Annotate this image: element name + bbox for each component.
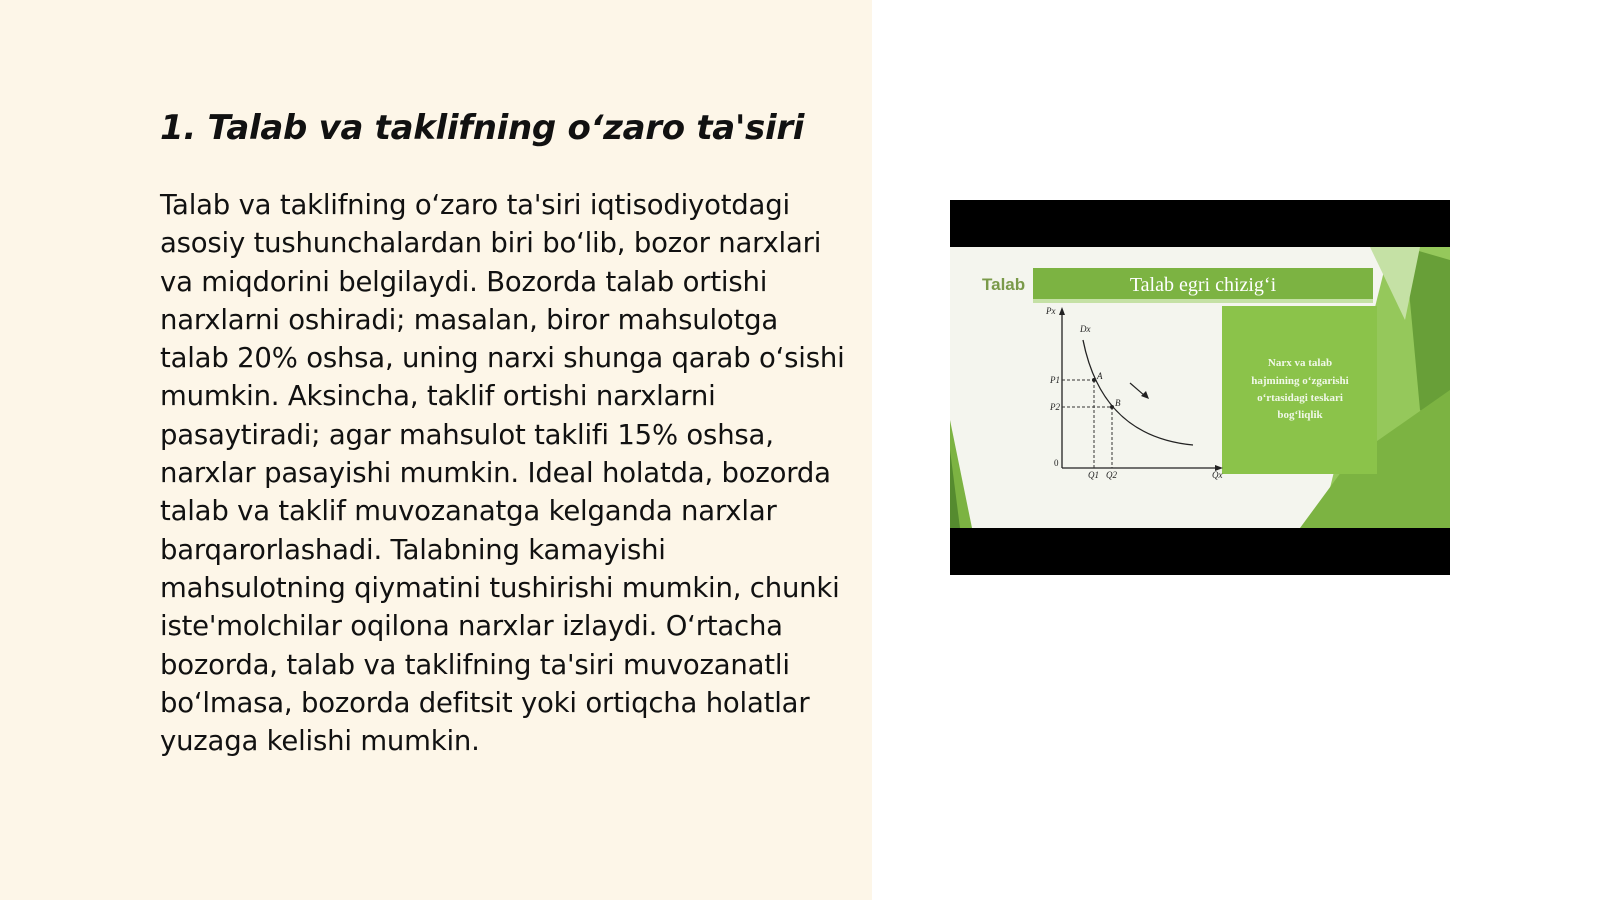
q2-label: Q2 <box>1106 470 1117 480</box>
x-axis-label: Qx <box>1212 470 1223 480</box>
curve-label: Dx <box>1080 324 1091 334</box>
demand-curve-image <box>950 200 1450 575</box>
side-label: Talab <box>982 275 1026 294</box>
note-line-3: o‘rtasidagi teskari <box>1257 392 1343 404</box>
banner-title: Talab egri chizig‘i <box>1129 274 1277 296</box>
point-b-label: B <box>1115 398 1121 408</box>
demand-curve-slide-svg <box>950 200 1450 575</box>
origin-label: 0 <box>1054 458 1059 468</box>
q1-label: Q1 <box>1088 470 1099 480</box>
title-banner-underline <box>1033 299 1373 303</box>
point-b-dot <box>1110 405 1114 409</box>
note-line-1: Narx va talab <box>1267 357 1333 369</box>
slide-title: 1. Talab va taklifning o‘zaro ta'siri <box>160 108 805 148</box>
note-line-2: hajmining o‘zgarishi <box>1251 375 1349 387</box>
p2-label: P2 <box>1050 402 1060 412</box>
slide-body-text: Talab va taklifning o‘zaro ta'siri iqtisodiyotdagi asosiy tushunchalardan biri bo‘lib, bozor narxlari va miqdorini belgilaydi. Bozorda talab ortishi narxlarni oshiradi; masalan, biror mahsulotga talab 20% oshsa, uning narxi shunga qarab o‘sishi mumkin. Aksincha, taklif ortishi narxlarni pasaytiradi; agar mahsulot taklifi 15% oshsa, narxlar pasayishi mumkin. Ideal holatda, bozorda talab va taklif muvozanatga kelganda narxlar barqarorlashadi. Talabning kamayishi mahsulotning qiymatini tushirishi mumkin, chunki iste'molchilar oqilona narxlar izlaydi. O‘rtacha bozorda, talab va taklifning ta'siri muvozanatli bo‘lmasa, bozorda defitsit yoki ortiqcha holatlar yuzaga kelishi mumkin. <box>160 189 845 758</box>
point-a-label: A <box>1097 371 1103 381</box>
note-line-4: bog‘liqlik <box>1277 409 1323 421</box>
point-a-dot <box>1092 378 1096 382</box>
note-box <box>1222 306 1377 474</box>
y-axis-label: Px <box>1046 306 1056 316</box>
p1-label: P1 <box>1050 375 1060 385</box>
